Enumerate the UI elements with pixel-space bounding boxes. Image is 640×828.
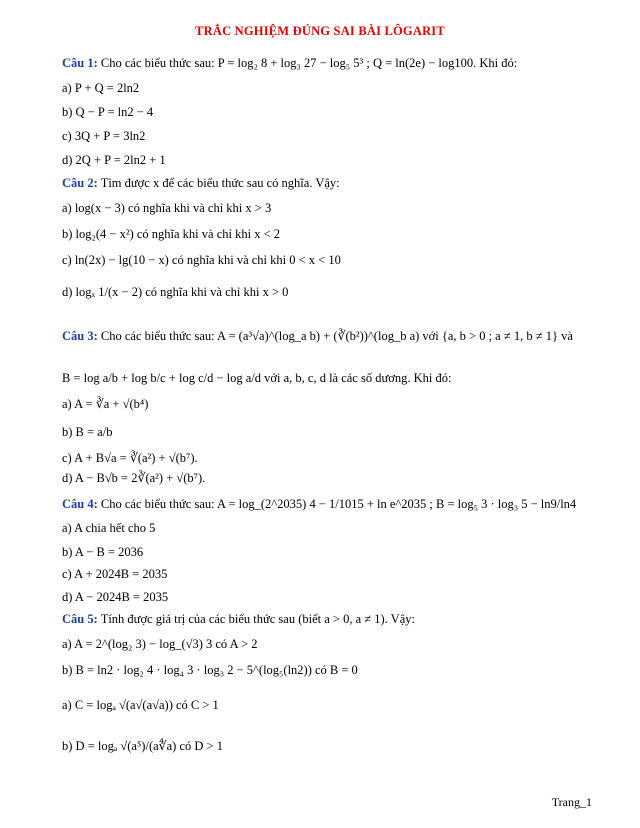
option-d — [62, 589, 622, 605]
page-title: TRẮC NGHIỆM ĐÚNG SAI BÀI LÔGARIT — [195, 24, 445, 38]
option-a — [62, 396, 622, 412]
question-text: Tính được giá trị của các biểu thức sau (biết a > 0, a ≠ 1). Vậy: — [100, 612, 415, 626]
question-2 — [62, 175, 622, 191]
option-c — [62, 450, 622, 466]
question-text: Tìm được x để các biểu thức sau có nghĩa. Vậy: — [100, 176, 340, 190]
option-d — [62, 738, 622, 754]
option-c — [62, 697, 622, 713]
option-b — [62, 544, 622, 560]
question-label: Câu 4: — [62, 497, 98, 511]
question-text: Cho các biểu thức sau: P = log₂ 8 + log₃ 27 − log₅ 5³ ; Q = ln(2e) − log100. Khi đó: — [100, 56, 518, 70]
option-text: a) A = ∛a + √(b⁴) — [62, 397, 149, 411]
option-text: d) A − B√b = 2∛(a²) + √(b⁷). — [62, 471, 206, 485]
question-text: B = log a/b + log b/c + log c/d − log a/d với a, b, c, d là các số dương. Khi đó: — [62, 371, 452, 385]
option-text: c) A + 2024B = 2035 — [62, 567, 168, 581]
option-a — [62, 80, 622, 96]
option-d — [62, 152, 622, 168]
question-label: Câu 5: — [62, 612, 98, 626]
option-text: a) A chia hết cho 5 — [62, 521, 156, 535]
option-text: b) D = logₐ √(a⁵)/(a∜a) có D > 1 — [62, 739, 223, 753]
option-text: b) B = a/b — [62, 425, 113, 439]
question-3 — [62, 328, 622, 344]
question-label: Câu 1: — [62, 56, 98, 70]
question-text: Cho các biểu thức sau: A = log_(2^2035) 4 − 1/1015 + ln e^2035 ; B = log₅ 3 · log₃ 5 − ln9/ln4 — [100, 497, 577, 511]
option-text: d) logₓ 1/(x − 2) có nghĩa khi và chỉ khi x > 0 — [62, 285, 289, 299]
option-b — [62, 424, 622, 440]
option-a — [62, 200, 622, 216]
option-c — [62, 566, 622, 582]
option-b — [62, 226, 622, 242]
option-d — [62, 470, 622, 486]
question-5 — [62, 611, 622, 627]
question-label: Câu 2: — [62, 176, 98, 190]
option-a — [62, 636, 622, 652]
option-a — [62, 520, 622, 536]
option-text: d) A − 2024B = 2035 — [62, 590, 169, 604]
option-text: c) 3Q + P = 3ln2 — [62, 129, 146, 143]
option-b — [62, 104, 622, 120]
option-text: d) 2Q + P = 2ln2 + 1 — [62, 153, 166, 167]
question-3-cont — [62, 370, 622, 386]
question-text: Cho các biểu thức sau: A = (a³√a)^(log_a b) + (∛(b²))^(log_b a) với {a, b > 0 ; a ≠ 1, b ≠ 1} và — [100, 329, 573, 343]
option-text: c) A + B√a = ∛(a²) + √(b⁷). — [62, 451, 198, 465]
option-c — [62, 252, 622, 268]
option-text: c) ln(2x) − lg(10 − x) có nghĩa khi và chỉ khi 0 < x < 10 — [62, 253, 341, 267]
option-b — [62, 662, 622, 678]
option-c — [62, 128, 622, 144]
option-d — [62, 284, 622, 300]
option-text: b) A − B = 2036 — [62, 545, 144, 559]
page-number: Trang_1 — [551, 795, 592, 809]
option-text: a) P + Q = 2ln2 — [62, 81, 140, 95]
option-text: a) log(x − 3) có nghĩa khi và chỉ khi x > 3 — [62, 201, 272, 215]
question-1 — [62, 55, 622, 71]
option-text: b) log₂(4 − x²) có nghĩa khi và chỉ khi x < 2 — [62, 227, 280, 241]
option-text: b) Q − P = ln2 − 4 — [62, 105, 154, 119]
option-text: a) C = logₐ √(a√(a√a)) có C > 1 — [62, 698, 219, 712]
option-text: a) A = 2^(log₂ 3) − log_(√3) 3 có A > 2 — [62, 637, 258, 651]
option-text: b) B = ln2 · log₂ 4 · log₄ 3 · log₃ 2 − 5^(log₅(ln2)) có B = 0 — [62, 663, 358, 677]
question-label: Câu 3: — [62, 329, 98, 343]
question-4 — [62, 496, 622, 512]
